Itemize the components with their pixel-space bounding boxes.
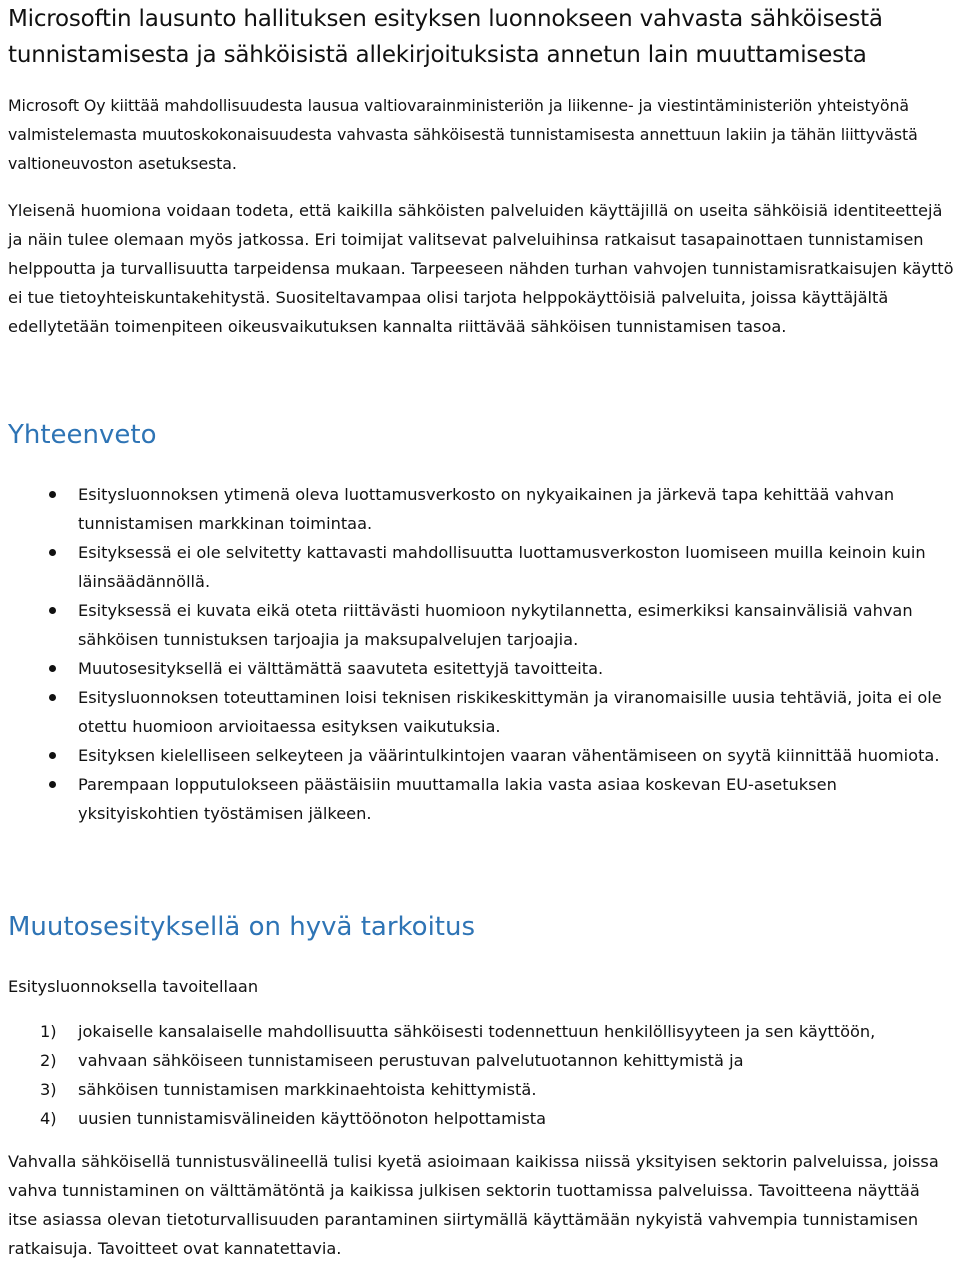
list-item: 4) uusien tunnistamisvälineiden käyttöönoton helpottamista <box>40 1109 547 1128</box>
list-item: Muutosesityksellä ei välttämättä saavuteta esitettyjä tavoitteita. <box>8 654 954 683</box>
intro-paragraph: Microsoft Oy kiittää mahdollisuudesta lausua valtiovarainministeriön ja liikenne- ja viestintäministeriön yhteistyönä valmistelemasta muutoskokonaisuudesta vahvasta sähköisestä tunnistamisesta annettuun lakiin ja tähän liittyvästä valtioneuvoston asetuksesta. <box>8 96 918 173</box>
list-item: 1) jokaiselle kansalaiselle mahdollisuutta sähköisesti todennettuun henkilöllisyyteen ja sen käyttöön, <box>40 1022 876 1041</box>
bullet-icon <box>49 665 56 672</box>
bullet-icon <box>49 694 56 701</box>
bullet-icon <box>49 607 56 614</box>
purpose-numbered-list <box>8 1017 954 1133</box>
purpose-lead: Esitysluonnoksella tavoitellaan <box>8 977 259 996</box>
bullet-icon <box>49 781 56 788</box>
bullet-icon <box>49 549 56 556</box>
list-item: Esityksessä ei kuvata eikä oteta riittävästi huomioon nykytilannetta, esimerkiksi kansainvälisiä vahvan sähköisen tunnistuksen tarjoajia ja maksupalvelujen tarjoajia. <box>8 596 954 654</box>
list-item: Esitysluonnoksen ytimenä oleva luottamusverkosto on nykyaikainen ja järkevä tapa kehittää vahvan tunnistamisen markkinan toimintaa. <box>8 480 954 538</box>
list-item: Esityksessä ei ole selvitetty kattavasti mahdollisuutta luottamusverkoston luomiseen muilla keinoin kuin läinsäädännöllä. <box>8 538 954 596</box>
general-paragraph: Yleisenä huomiona voidaan todeta, että kaikilla sähköisten palveluiden käyttäjillä on useita sähköisiä identiteettejä ja näin tulee olemaan myös jatkossa. Eri toimijat valitsevat palveluihinsa ratkaisut tasapainottaen tunnistamisen helppoutta ja turvallisuutta tarpeidensa mukaan. Tarpeeseen nähden turhan vahvojen tunnistamisratkaisujen käyttö ei tue tietoyhteiskuntakehitystä. Suositeltavampaa olisi tarjota helppokäyttöisiä palveluita, joissa käyttäjältä edellytetään toimenpiteen oikeusvaikutuksen kannalta riittävää sähköisen tunnistamisen tasoa. <box>8 201 954 336</box>
list-item: 3) sähköisen tunnistamisen markkinaehtoista kehittymistä. <box>40 1080 537 1099</box>
document-title: Microsoftin lausunto hallituksen esityksen luonnokseen vahvasta sähköisestä tunnistamisesta ja sähköisistä allekirjoituksista annetun lain muuttamisesta <box>8 6 883 68</box>
summary-heading: Yhteenveto <box>8 420 157 450</box>
list-item: 2) vahvaan sähköiseen tunnistamiseen perustuvan palvelutuotannon kehittymistä ja <box>40 1051 744 1070</box>
summary-bullet-list <box>8 480 954 828</box>
purpose-heading: Muutosesityksellä on hyvä tarkoitus <box>8 912 476 942</box>
list-item: Parempaan lopputulokseen päästäisiin muuttamalla lakia vasta asiaa koskevan EU-asetuksen yksityiskohtien työstämisen jälkeen. <box>8 770 954 828</box>
list-item: Esityksen kielelliseen selkeyteen ja väärintulkintojen vaaran vähentämiseen on syytä kiinnittää huomiota. <box>8 741 954 770</box>
closing-paragraph: Vahvalla sähköisellä tunnistusvälineellä tulisi kyetä asioimaan kaikissa niissä yksityisen sektorin palveluissa, joissa vahva tunnistaminen on välttämätöntä ja kaikissa julkisen sektorin tuottamissa palveluissa. Tavoitteena näyttää itse asiassa olevan tietoturvallisuuden parantaminen siirtymällä käyttämään nykyistä vahvempia tunnistamisen ratkaisuja. Tavoitteet ovat kannatettavia. <box>8 1152 939 1258</box>
list-item: Esitysluonnoksen toteuttaminen loisi teknisen riskikeskittymän ja viranomaisille uusia tehtäviä, joita ei ole otettu huomioon arvioitaessa esityksen vaikutuksia. <box>8 683 954 741</box>
bullet-icon <box>49 752 56 759</box>
bullet-icon <box>49 491 56 498</box>
